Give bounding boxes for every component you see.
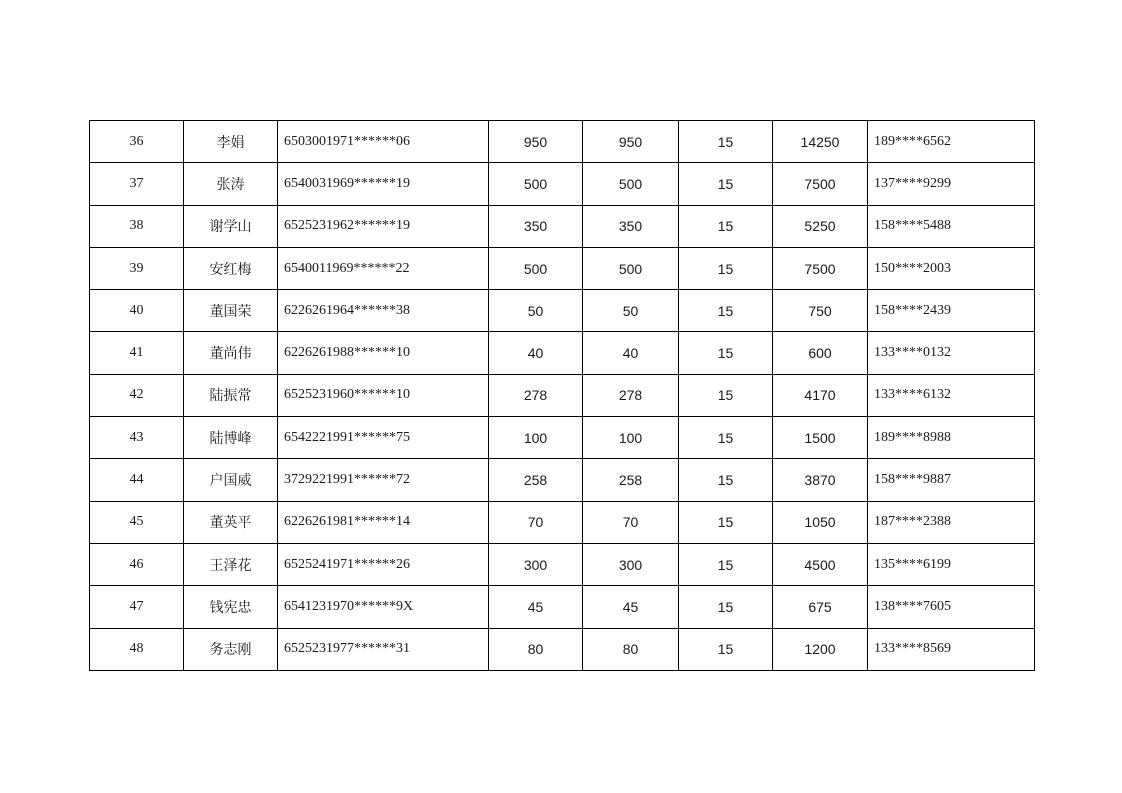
cell-area-confirmed: 70	[583, 501, 679, 543]
cell-id-number: 6525231977******31	[278, 628, 489, 670]
table-row	[90, 586, 1035, 628]
cell-id-number: 6503001971******06	[278, 121, 489, 163]
cell-area: 70	[489, 501, 583, 543]
cell-name: 王泽花	[184, 543, 278, 585]
table-row	[90, 332, 1035, 374]
cell-phone: 187****2388	[868, 501, 1035, 543]
cell-area-confirmed: 50	[583, 290, 679, 332]
cell-name: 谢学山	[184, 205, 278, 247]
cell-area: 80	[489, 628, 583, 670]
cell-phone: 138****7605	[868, 586, 1035, 628]
cell-amount: 7500	[773, 163, 868, 205]
cell-phone: 135****6199	[868, 543, 1035, 585]
cell-amount: 14250	[773, 121, 868, 163]
table-row	[90, 374, 1035, 416]
cell-name: 董尚伟	[184, 332, 278, 374]
table-row	[90, 247, 1035, 289]
cell-area: 258	[489, 459, 583, 501]
cell-rate: 15	[679, 121, 773, 163]
cell-rate: 15	[679, 205, 773, 247]
cell-row-number: 44	[90, 459, 184, 501]
cell-rate: 15	[679, 628, 773, 670]
cell-id-number: 6226261964******38	[278, 290, 489, 332]
cell-name: 李娟	[184, 121, 278, 163]
data-table	[89, 120, 1035, 671]
cell-area-confirmed: 80	[583, 628, 679, 670]
cell-amount: 3870	[773, 459, 868, 501]
cell-row-number: 48	[90, 628, 184, 670]
cell-area-confirmed: 40	[583, 332, 679, 374]
cell-area-confirmed: 350	[583, 205, 679, 247]
cell-amount: 750	[773, 290, 868, 332]
cell-amount: 7500	[773, 247, 868, 289]
table-row	[90, 501, 1035, 543]
table-row	[90, 290, 1035, 332]
cell-id-number: 6540011969******22	[278, 247, 489, 289]
cell-name: 务志刚	[184, 628, 278, 670]
table-row	[90, 121, 1035, 163]
cell-id-number: 6525241971******26	[278, 543, 489, 585]
cell-area: 278	[489, 374, 583, 416]
cell-id-number: 6541231970******9X	[278, 586, 489, 628]
cell-area: 350	[489, 205, 583, 247]
cell-rate: 15	[679, 332, 773, 374]
cell-phone: 189****8988	[868, 417, 1035, 459]
cell-id-number: 3729221991******72	[278, 459, 489, 501]
cell-area: 500	[489, 163, 583, 205]
cell-amount: 4500	[773, 543, 868, 585]
cell-phone: 189****6562	[868, 121, 1035, 163]
cell-name: 钱宪忠	[184, 586, 278, 628]
cell-area: 500	[489, 247, 583, 289]
cell-phone: 158****9887	[868, 459, 1035, 501]
cell-area-confirmed: 258	[583, 459, 679, 501]
cell-rate: 15	[679, 290, 773, 332]
cell-id-number: 6525231960******10	[278, 374, 489, 416]
cell-amount: 675	[773, 586, 868, 628]
cell-id-number: 6540031969******19	[278, 163, 489, 205]
table-body	[90, 121, 1035, 671]
cell-amount: 1500	[773, 417, 868, 459]
cell-name: 张涛	[184, 163, 278, 205]
table-row	[90, 163, 1035, 205]
cell-rate: 15	[679, 543, 773, 585]
cell-area-confirmed: 100	[583, 417, 679, 459]
cell-row-number: 46	[90, 543, 184, 585]
cell-area-confirmed: 45	[583, 586, 679, 628]
cell-amount: 4170	[773, 374, 868, 416]
cell-row-number: 47	[90, 586, 184, 628]
cell-row-number: 36	[90, 121, 184, 163]
cell-phone: 133****0132	[868, 332, 1035, 374]
cell-area: 40	[489, 332, 583, 374]
cell-name: 董英平	[184, 501, 278, 543]
table-row	[90, 417, 1035, 459]
cell-phone: 137****9299	[868, 163, 1035, 205]
cell-phone: 158****5488	[868, 205, 1035, 247]
cell-amount: 1200	[773, 628, 868, 670]
cell-rate: 15	[679, 586, 773, 628]
table-row	[90, 205, 1035, 247]
cell-rate: 15	[679, 501, 773, 543]
cell-name: 陆博峰	[184, 417, 278, 459]
cell-amount: 1050	[773, 501, 868, 543]
cell-name: 陆振常	[184, 374, 278, 416]
cell-name: 安红梅	[184, 247, 278, 289]
cell-id-number: 6226261981******14	[278, 501, 489, 543]
cell-rate: 15	[679, 374, 773, 416]
cell-rate: 15	[679, 163, 773, 205]
cell-name: 董国荣	[184, 290, 278, 332]
cell-name: 户国威	[184, 459, 278, 501]
table-row	[90, 543, 1035, 585]
cell-area-confirmed: 500	[583, 247, 679, 289]
table-row	[90, 628, 1035, 670]
cell-phone: 133****8569	[868, 628, 1035, 670]
table-row	[90, 459, 1035, 501]
cell-row-number: 40	[90, 290, 184, 332]
cell-row-number: 39	[90, 247, 184, 289]
cell-amount: 5250	[773, 205, 868, 247]
cell-row-number: 43	[90, 417, 184, 459]
cell-rate: 15	[679, 459, 773, 501]
cell-row-number: 42	[90, 374, 184, 416]
cell-area: 950	[489, 121, 583, 163]
cell-area: 45	[489, 586, 583, 628]
cell-phone: 158****2439	[868, 290, 1035, 332]
cell-id-number: 6525231962******19	[278, 205, 489, 247]
cell-rate: 15	[679, 247, 773, 289]
cell-row-number: 37	[90, 163, 184, 205]
cell-area-confirmed: 950	[583, 121, 679, 163]
cell-phone: 133****6132	[868, 374, 1035, 416]
cell-row-number: 38	[90, 205, 184, 247]
cell-area-confirmed: 300	[583, 543, 679, 585]
cell-id-number: 6542221991******75	[278, 417, 489, 459]
cell-id-number: 6226261988******10	[278, 332, 489, 374]
cell-phone: 150****2003	[868, 247, 1035, 289]
cell-area: 50	[489, 290, 583, 332]
cell-amount: 600	[773, 332, 868, 374]
cell-row-number: 41	[90, 332, 184, 374]
cell-area: 300	[489, 543, 583, 585]
cell-area-confirmed: 500	[583, 163, 679, 205]
cell-area-confirmed: 278	[583, 374, 679, 416]
cell-row-number: 45	[90, 501, 184, 543]
cell-area: 100	[489, 417, 583, 459]
cell-rate: 15	[679, 417, 773, 459]
